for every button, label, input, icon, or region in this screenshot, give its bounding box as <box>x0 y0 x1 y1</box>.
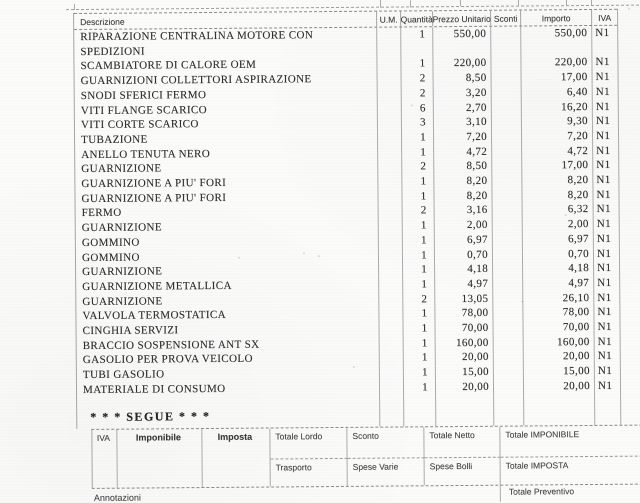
cell-prezzo_unitario: 13,05 <box>435 291 493 306</box>
cell-quantita: 1 <box>401 27 433 57</box>
cell-iva: N1 <box>595 129 611 142</box>
totals-totale-imposta-cell: Totale IMPOSTA <box>505 460 569 471</box>
cell-quantita: 6 <box>402 101 434 116</box>
totals-iva-cell: IVA <box>92 430 117 488</box>
cell-um <box>379 322 403 337</box>
cell-iva: N1 <box>597 291 612 304</box>
cell-sconti <box>492 174 522 189</box>
cell-descrizione: VALVOLA TERMOSTATICA <box>76 307 379 324</box>
cell-um <box>380 336 404 351</box>
cell-iva: N1 <box>595 26 610 39</box>
cell-importo: 8,20 <box>522 173 593 188</box>
cell-iva: N1 <box>596 159 611 172</box>
cell-iva: N1 <box>596 217 612 231</box>
cell-um <box>378 189 402 204</box>
cell-sconti <box>492 144 522 159</box>
cell-sconti <box>492 85 522 100</box>
cell-prezzo_unitario: 8,50 <box>434 71 492 86</box>
cell-sconti <box>494 365 524 380</box>
totals-totale-imponibile-cell: Totale IMPONIBILE <box>500 426 640 458</box>
cell-sconti <box>493 306 523 321</box>
header-descrizione: Descrizione <box>74 12 377 29</box>
header-importo: Importo <box>521 10 592 26</box>
cell-prezzo_unitario: 20,00 <box>436 350 494 365</box>
cell-quantita: 1 <box>403 321 435 336</box>
cell-prezzo_unitario: 0,70 <box>435 247 493 262</box>
cell-quantita: 1 <box>402 189 434 204</box>
totals-imponibile-cell: Imponibile <box>117 429 202 488</box>
cell-quantita: 1 <box>404 336 436 351</box>
cell-descrizione: FERMO <box>76 204 379 221</box>
cell-prezzo_unitario: 8,50 <box>434 159 492 174</box>
cell-quantita: 1 <box>404 365 436 380</box>
cell-iva: N1 <box>595 100 611 113</box>
cell-prezzo_unitario: 3,20 <box>434 86 492 101</box>
cell-importo: 7,20 <box>522 129 593 144</box>
cell-descrizione: GUARNIZIONE <box>76 292 379 309</box>
cell-descrizione: SNODI SFERICI FERMO <box>75 86 378 103</box>
cell-descrizione: VITI FLANGE SCARICO <box>75 101 378 118</box>
cell-prezzo_unitario: 2,70 <box>434 100 492 115</box>
cell-prezzo_unitario: 78,00 <box>435 306 493 321</box>
cell-descrizione: ANELLO TENUTA NERO <box>75 145 378 162</box>
cell-sconti <box>493 291 523 306</box>
cell-sconti <box>493 218 523 233</box>
cell-prezzo_unitario: 2,00 <box>435 218 493 233</box>
table-row <box>74 26 617 60</box>
totals-totale-netto-cell: Totale Netto <box>424 427 500 459</box>
cell-prezzo_unitario: 3,16 <box>435 203 493 218</box>
empty-cell <box>524 394 595 426</box>
cell-prezzo_unitario: 160,00 <box>436 336 494 351</box>
cell-sconti <box>494 350 524 365</box>
cell-um <box>379 307 403 322</box>
cell-um <box>380 380 404 395</box>
header-prezzo-unitario: Prezzo Unitario <box>433 11 491 26</box>
remnant-tick <box>460 0 461 6</box>
cell-quantita: 1 <box>403 248 435 263</box>
cell-quantita: 1 <box>402 145 434 160</box>
remnant-tick <box>566 0 567 5</box>
totals-table <box>91 425 640 489</box>
cell-um <box>380 351 404 366</box>
empty-cell <box>595 393 620 425</box>
cell-sconti <box>491 56 521 71</box>
cell-sconti <box>493 321 523 336</box>
cell-importo: 4,72 <box>522 144 593 159</box>
cell-importo: 2,00 <box>523 217 594 232</box>
cell-um <box>379 263 403 278</box>
cell-iva: N1 <box>597 350 613 363</box>
cell-descrizione: VITI CORTE SCARICO <box>75 116 378 133</box>
cell-descrizione: GUARNIZIONE <box>75 160 378 177</box>
cell-sconti <box>493 232 523 247</box>
cell-descrizione: RIPARAZIONE CENTRALINA MOTORE CON SPEDIZIONI <box>74 28 377 60</box>
cell-prezzo_unitario: 8,20 <box>434 188 492 203</box>
cell-descrizione: GUARNIZIONE <box>76 263 379 280</box>
cell-prezzo_unitario: 550,00 <box>433 27 491 57</box>
cell-importo: 6,97 <box>523 232 594 247</box>
cell-descrizione: GUARNIZIONE A PIU' FORI <box>75 175 378 192</box>
cell-um <box>378 130 402 145</box>
cell-um <box>379 204 403 219</box>
annotazioni-label: Annotazioni <box>93 492 141 503</box>
cell-um <box>378 160 402 175</box>
cell-um <box>378 86 402 101</box>
cell-importo: 20,00 <box>524 349 595 364</box>
cell-sconti <box>494 335 524 350</box>
totals-sconto-cell: Sconto <box>347 427 424 459</box>
cell-um <box>379 248 403 263</box>
cell-descrizione: GASOLIO PER PROVA VEICOLO <box>77 351 380 368</box>
remnant-tick <box>380 0 381 8</box>
cell-importo: 17,00 <box>522 70 593 85</box>
scan-speck <box>238 257 240 259</box>
cell-sconti <box>492 188 522 203</box>
cell-quantita: 1 <box>403 218 435 233</box>
cell-descrizione: MATERIALE DI CONSUMO <box>77 381 380 398</box>
cell-importo: 6,40 <box>522 85 593 100</box>
cell-importo: 220,00 <box>521 55 592 70</box>
cell-descrizione: GUARNIZIONE METALLICA <box>76 278 379 295</box>
totals-trasporto-cell: Trasporto <box>271 459 348 487</box>
scan-speck <box>628 8 630 10</box>
remnant-tick <box>410 0 411 7</box>
cell-importo: 4,18 <box>523 261 594 276</box>
empty-cell <box>404 395 436 427</box>
cell-sconti <box>493 276 523 291</box>
cell-um <box>378 101 402 116</box>
cell-iva: N1 <box>597 262 612 275</box>
cell-quantita: 2 <box>403 204 435 219</box>
cell-um <box>379 233 403 248</box>
cell-importo: 0,70 <box>523 247 594 262</box>
cell-quantita: 1 <box>402 174 434 189</box>
scan-noise-mark <box>550 0 566 3</box>
invoice-table <box>73 9 621 429</box>
segue-note: * * * SEGUE * * * <box>90 408 211 424</box>
cell-quantita: 1 <box>403 262 435 277</box>
cell-quantita: 1 <box>404 351 436 366</box>
empty-cell <box>436 394 494 426</box>
totals-imposta-cell: Imposta <box>202 429 270 488</box>
cell-importo: 16,20 <box>522 99 593 114</box>
cell-um <box>378 72 402 87</box>
cell-sconti <box>493 203 523 218</box>
cell-prezzo_unitario: 4,72 <box>434 144 492 159</box>
cell-prezzo_unitario: 3,10 <box>434 115 492 130</box>
remnant-tick <box>591 0 592 5</box>
totale-preventivo-cell: Totale Preventivo <box>500 482 640 501</box>
totals-totale-lordo-cell: Totale Lordo <box>270 428 347 460</box>
cell-iva: N1 <box>597 335 612 348</box>
cell-importo: 9,30 <box>522 114 593 129</box>
cell-um <box>379 277 403 292</box>
scan-speck <box>318 255 320 257</box>
cell-prezzo_unitario: 7,20 <box>434 130 492 145</box>
cell-sconti <box>492 71 522 86</box>
cell-iva: N1 <box>595 70 610 84</box>
cell-descrizione: GUARNIZIONE <box>76 219 379 236</box>
cell-um <box>377 57 401 72</box>
cell-quantita: 1 <box>402 130 434 145</box>
cell-sconti <box>492 115 522 130</box>
empty-cell <box>494 394 524 426</box>
cell-descrizione: GOMMINO <box>76 248 379 265</box>
scan-speck <box>353 366 355 368</box>
cell-quantita: 1 <box>401 57 433 72</box>
scan-speck <box>303 252 305 254</box>
cell-prezzo_unitario: 6,97 <box>435 233 493 248</box>
scan-speck <box>411 104 413 106</box>
cell-iva: N1 <box>595 85 610 98</box>
cell-quantita: 1 <box>403 277 435 292</box>
cell-quantita: 1 <box>403 307 435 322</box>
cell-importo: 550,00 <box>521 26 592 56</box>
cell-importo: 78,00 <box>523 305 594 320</box>
cell-sconti <box>493 262 523 277</box>
cell-importo: 6,32 <box>523 202 594 217</box>
cell-importo: 26,10 <box>523 291 594 306</box>
cell-quantita: 1 <box>404 380 436 395</box>
cell-iva: N1 <box>596 203 611 216</box>
cell-iva: N1 <box>596 247 612 260</box>
cell-sconti <box>492 129 522 144</box>
cell-descrizione: GOMMINO <box>76 233 379 250</box>
cell-iva: N1 <box>595 56 610 69</box>
cell-quantita: 3 <box>402 115 434 130</box>
header-quantita: Quantità <box>401 11 433 26</box>
cell-iva: N1 <box>596 232 612 245</box>
cell-iva: N1 <box>597 379 613 392</box>
cell-um <box>378 174 402 189</box>
cell-um <box>379 292 403 307</box>
remnant-tick <box>518 0 519 6</box>
cell-importo: 15,00 <box>524 364 595 379</box>
cell-prezzo_unitario: 4,18 <box>435 262 493 277</box>
cell-quantita: 2 <box>402 160 434 175</box>
remnant-tick <box>74 4 75 10</box>
cell-prezzo_unitario: 70,00 <box>435 321 493 336</box>
cell-iva: N1 <box>597 364 613 378</box>
cell-prezzo_unitario: 220,00 <box>433 56 491 71</box>
cell-sconti <box>493 247 523 262</box>
header-sconti: Sconti <box>491 11 521 26</box>
cell-importo: 4,97 <box>523 276 594 291</box>
cell-um <box>377 27 401 57</box>
cell-sconti <box>494 379 524 394</box>
cell-descrizione: GUARNIZIONI COLLETTORI ASPIRAZIONE <box>75 72 378 89</box>
scan-speck <box>521 301 523 303</box>
cell-iva: N1 <box>596 173 611 186</box>
cell-iva: N1 <box>597 320 612 333</box>
cell-um <box>378 116 402 131</box>
cell-importo: 17,00 <box>522 158 593 173</box>
cell-um <box>378 145 402 160</box>
header-um: U.M. <box>377 11 401 26</box>
cell-importo: 20,00 <box>524 379 595 394</box>
cell-descrizione: CINGHIA SERVIZI <box>77 322 380 339</box>
invoice-rows <box>74 26 620 429</box>
cell-prezzo_unitario: 15,00 <box>436 365 494 380</box>
cell-descrizione: TUBAZIONE <box>75 131 378 148</box>
cell-descrizione: GUARNIZIONE A PIU' FORI <box>75 189 378 206</box>
cell-importo: 160,00 <box>524 335 595 350</box>
cell-um <box>380 366 404 381</box>
empty-cell <box>380 395 404 427</box>
cell-sconti <box>492 159 522 174</box>
cell-prezzo_unitario: 8,20 <box>434 174 492 189</box>
cell-iva: N1 <box>595 115 611 128</box>
cell-quantita: 1 <box>403 233 435 248</box>
cell-descrizione: TUBI GASOLIO <box>77 366 380 383</box>
cell-sconti <box>491 27 521 57</box>
cell-iva: N1 <box>596 188 611 201</box>
cell-sconti <box>492 100 522 115</box>
cell-importo: 8,20 <box>522 188 593 203</box>
cell-quantita: 2 <box>403 292 435 307</box>
cell-descrizione: SCAMBIATORE DI CALORE OEM <box>74 57 377 74</box>
totals-spese-bolli-cell: Spese Bolli <box>425 458 501 486</box>
scan-speck <box>565 214 567 216</box>
cell-iva: N1 <box>596 144 611 157</box>
cell-quantita: 2 <box>402 71 434 86</box>
cell-prezzo_unitario: 20,00 <box>436 380 494 395</box>
cell-iva: N1 <box>597 276 612 289</box>
totals-spese-varie-cell: Spese Varie <box>348 458 425 486</box>
cell-importo: 70,00 <box>523 320 594 335</box>
header-iva: IVA <box>598 12 612 23</box>
cell-descrizione: BRACCIO SOSPENSIONE ANT SX <box>77 336 380 353</box>
cell-um <box>379 219 403 234</box>
cell-prezzo_unitario: 4,97 <box>435 277 493 292</box>
cell-quantita: 2 <box>402 86 434 101</box>
cell-iva: N1 <box>597 306 612 319</box>
